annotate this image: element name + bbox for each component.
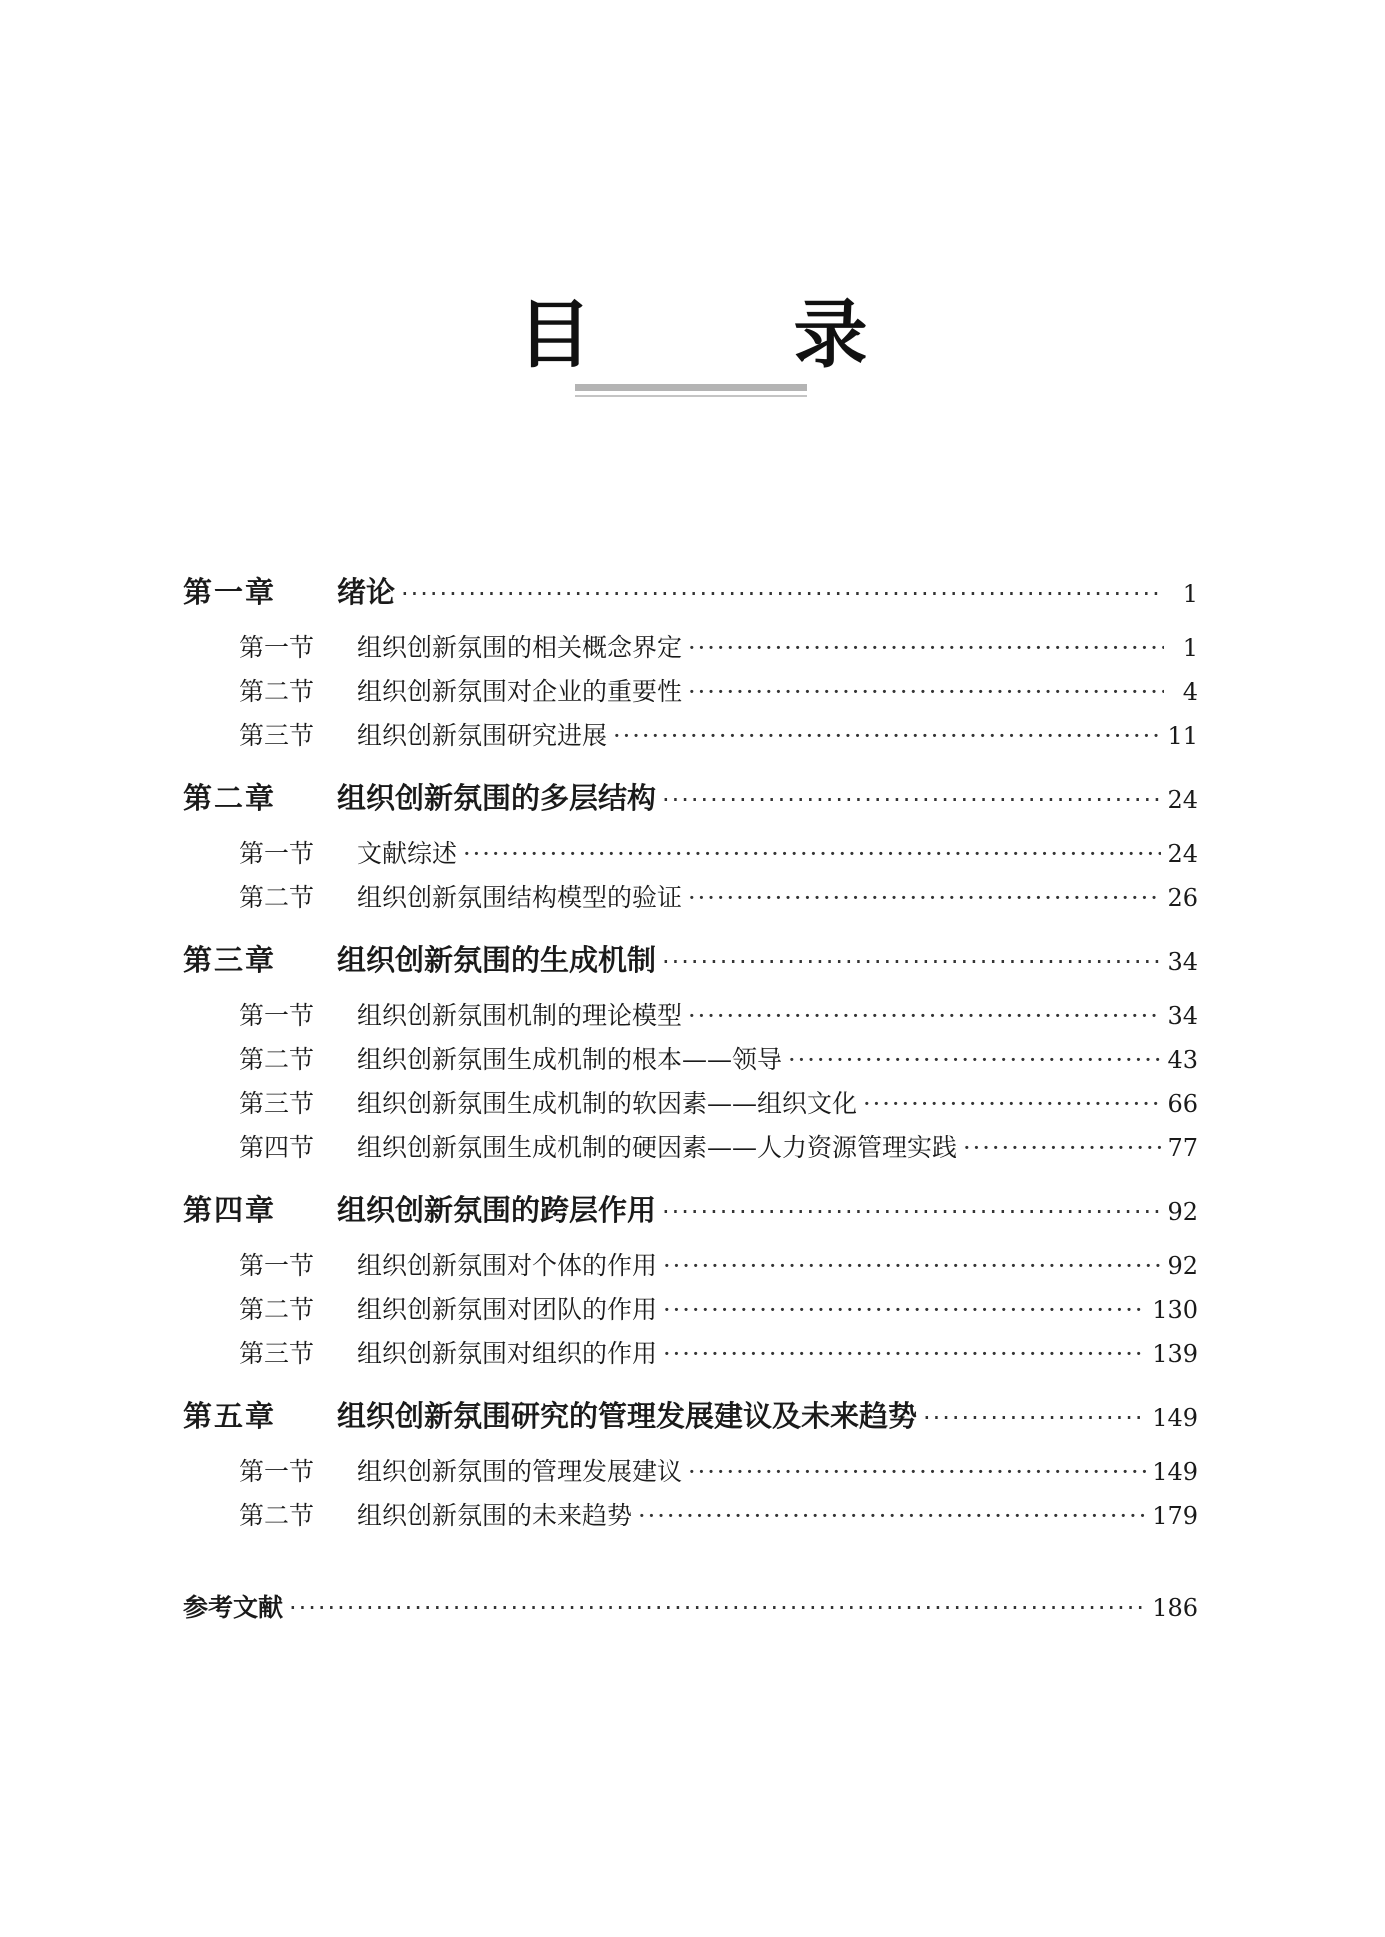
section-title: 组织创新氛围对组织的作用 [357,1339,658,1368]
section-number: 第四节 [239,1133,315,1162]
toc-section-5-2[interactable] [183,1496,1198,1540]
page-number: 130 [1152,1296,1198,1324]
chapter-title: 组织创新氛围的跨层作用 [337,1193,657,1227]
dot-leader [662,948,1161,976]
toc-section-2-1[interactable] [183,834,1198,878]
toc-references[interactable] [183,1588,1198,1632]
section-title: 组织创新氛围对团队的作用 [357,1295,658,1324]
toc-section-1-1[interactable] [183,628,1198,672]
section-title: 组织创新氛围的相关概念界定 [357,633,683,662]
page-number: 11 [1167,722,1198,750]
dot-leader [923,1404,1146,1432]
section-number: 第一节 [239,1457,315,1486]
section-number: 第一节 [239,1001,315,1030]
toc-chapter-3[interactable] [183,938,1198,984]
toc-section-2-2[interactable] [183,878,1198,922]
page-title: 目 录 [517,292,932,378]
section-number: 第二节 [239,1045,315,1074]
dot-leader [688,1002,1161,1030]
dot-leader [663,1252,1161,1280]
section-title: 组织创新氛围机制的理论模型 [357,1001,683,1030]
toc-section-3-3[interactable] [183,1084,1198,1128]
dot-leader [662,1198,1161,1226]
toc-section-4-1[interactable] [183,1246,1198,1290]
chapter-number: 第一章 [183,575,277,609]
section-number: 第二节 [239,1501,315,1530]
page-number: 26 [1167,884,1198,912]
chapter-title: 组织创新氛围研究的管理发展建议及未来趋势 [337,1399,918,1433]
section-number: 第一节 [239,839,315,868]
chapter-number: 第二章 [183,781,277,815]
chapter-title: 组织创新氛围的生成机制 [337,943,657,977]
toc-chapter-5[interactable] [183,1394,1198,1440]
section-title: 组织创新氛围研究进展 [357,721,608,750]
dot-leader [688,1458,1146,1486]
section-title: 组织创新氛围的管理发展建议 [357,1457,683,1486]
section-title: 组织创新氛围生成机制的软因素——组织文化 [357,1089,858,1118]
dot-leader [688,678,1164,706]
dot-leader [638,1502,1146,1530]
dot-leader [963,1134,1161,1162]
toc-section-3-1[interactable] [183,996,1198,1040]
section-number: 第三节 [239,1089,315,1118]
section-number: 第三节 [239,1339,315,1368]
dot-leader [663,1296,1146,1324]
section-number: 第二节 [239,677,315,706]
section-number: 第三节 [239,721,315,750]
page-number: 179 [1152,1502,1198,1530]
toc-section-5-1[interactable] [183,1452,1198,1496]
dot-leader [463,840,1161,868]
section-number: 第一节 [239,1251,315,1280]
section-title: 组织创新氛围的未来趋势 [357,1501,633,1530]
section-title: 组织创新氛围生成机制的硬因素——人力资源管理实践 [357,1133,958,1162]
dot-leader [289,1594,1146,1622]
page-number: 34 [1167,1002,1198,1030]
dot-leader [613,722,1161,750]
toc-chapter-4[interactable] [183,1188,1198,1234]
page-number: 92 [1167,1198,1198,1226]
dot-leader [401,580,1164,608]
toc-section-1-2[interactable] [183,672,1198,716]
chapter-number: 第三章 [183,943,277,977]
table-of-contents [183,570,1198,1632]
title-underline-thin [575,395,807,397]
page-number: 149 [1152,1404,1198,1432]
page-number: 34 [1167,948,1198,976]
section-title: 组织创新氛围结构模型的验证 [357,883,683,912]
page-number: 4 [1182,678,1198,706]
page-number: 77 [1167,1134,1198,1162]
references-title: 参考文献 [183,1593,284,1622]
page-number: 92 [1167,1252,1198,1280]
section-number: 第二节 [239,883,315,912]
section-title: 组织创新氛围对企业的重要性 [357,677,683,706]
chapter-number: 第五章 [183,1399,277,1433]
page-number: 24 [1167,786,1198,814]
toc-section-4-2[interactable] [183,1290,1198,1334]
dot-leader [863,1090,1161,1118]
toc-chapter-2[interactable] [183,776,1198,822]
section-title: 文献综述 [357,839,458,868]
dot-leader [662,786,1161,814]
title-underline-thick [575,384,807,391]
chapter-title: 组织创新氛围的多层结构 [337,781,657,815]
chapter-title: 绪论 [337,575,396,609]
page-number: 186 [1152,1594,1198,1622]
page-number: 1 [1182,580,1198,608]
page-number: 43 [1167,1046,1198,1074]
toc-chapter-1[interactable] [183,570,1198,616]
page-number: 149 [1152,1458,1198,1486]
toc-section-4-3[interactable] [183,1334,1198,1378]
section-title: 组织创新氛围对个体的作用 [357,1251,658,1280]
toc-section-3-2[interactable] [183,1040,1198,1084]
page-number: 1 [1182,634,1198,662]
page-number: 24 [1167,840,1198,868]
dot-leader [688,884,1161,912]
dot-leader [788,1046,1161,1074]
section-title: 组织创新氛围生成机制的根本——领导 [357,1045,783,1074]
toc-section-1-3[interactable] [183,716,1198,760]
dot-leader [688,634,1164,662]
chapter-number: 第四章 [183,1193,277,1227]
page-number: 139 [1152,1340,1198,1368]
page-number: 66 [1167,1090,1198,1118]
section-number: 第二节 [239,1295,315,1324]
toc-section-3-4[interactable] [183,1128,1198,1172]
title-underline [575,384,807,398]
section-number: 第一节 [239,633,315,662]
dot-leader [663,1340,1146,1368]
